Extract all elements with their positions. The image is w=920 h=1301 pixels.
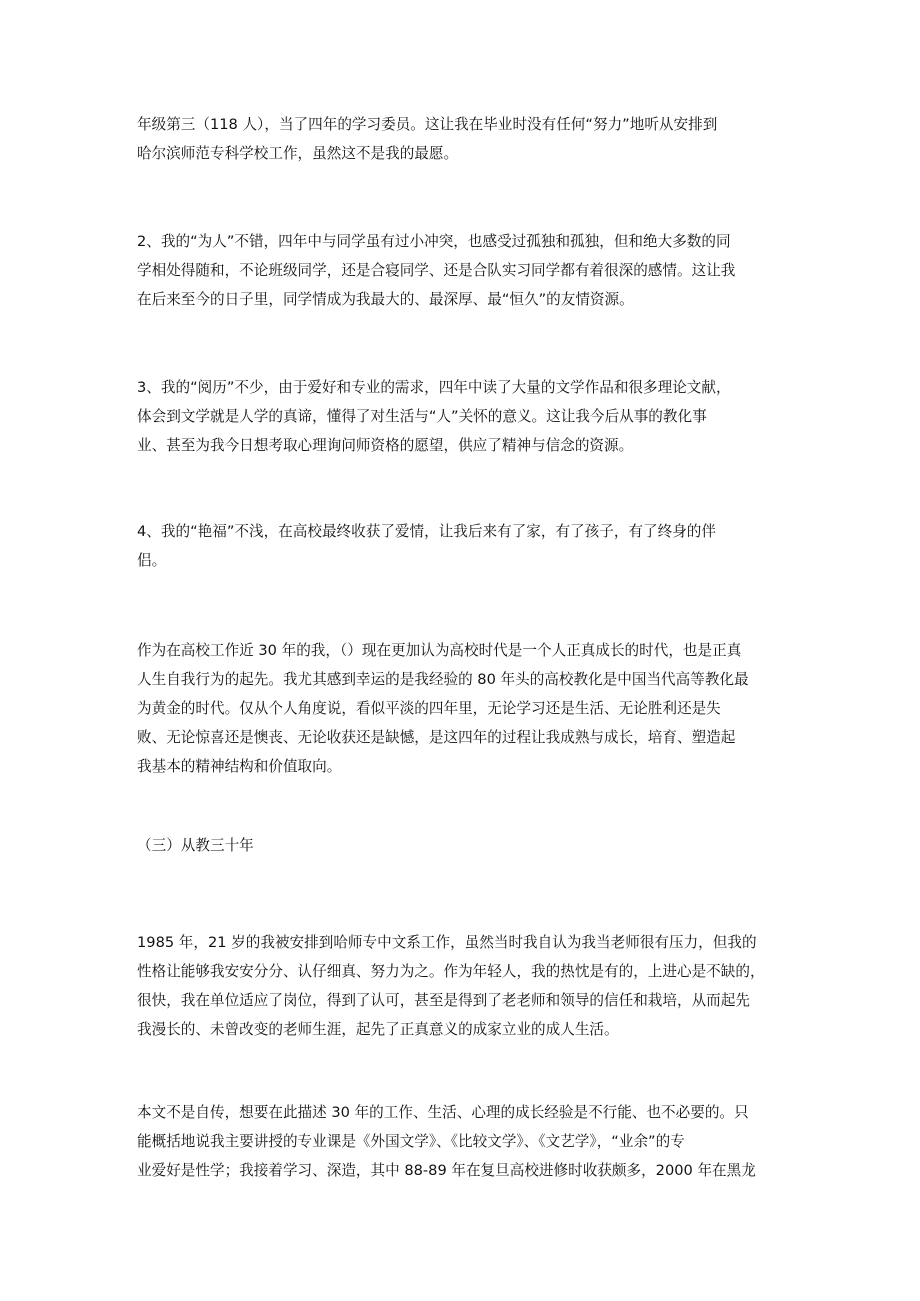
text-line: 1985 年，21 岁的我被安排到哈师专中文系工作，虽然当时我自认为我当老师很有压力，但我的	[137, 934, 757, 951]
paragraph-item-3	[137, 373, 787, 460]
text-line: 侣。	[137, 552, 167, 569]
text-line: 业爱好是性学；我接着学习、深造，其中 88-89 年在复旦高校进修时收获颇多，2000 年在黑龙	[137, 1162, 756, 1179]
text-line: 在后来至今的日子里，同学情成为我最大的、最深厚、最“恒久”的友情资源。	[137, 291, 634, 308]
text-line: 年级第三（118 人），当了四年的学习委员。这让我在毕业时没有任何“努力”地听从安排到	[137, 116, 718, 133]
text-line: 败、无论惊喜还是懊丧、无论收获还是缺憾，是这四年的过程让我成熟与成长，培育、塑造起	[137, 729, 736, 746]
text-line: 作为在高校工作近 30 年的我，（）现在更加认为高校时代是一个人正真成长的时代，也是正真	[137, 642, 742, 659]
text-line: 我基本的精神结构和价值取向。	[137, 758, 342, 775]
text-line: 学相处得随和，不论班级同学，还是合寝同学、还是合队实习同学都有着很深的感情。这让我	[137, 262, 736, 279]
text-line: （三）从教三十年	[137, 837, 254, 854]
text-line: 为黄金的时代。仅从个人角度说，看似平淡的四年里，无论学习还是生活、无论胜利还是失	[137, 700, 721, 717]
text-line: 业、甚至为我今日想考取心理询问师资格的愿望，供应了精神与信念的资源。	[137, 437, 634, 454]
text-line: 3、我的“阅历”不少，由于爱好和专业的需求，四年中读了大量的文学作品和很多理论文献，	[137, 379, 731, 396]
text-line: 哈尔滨师范专科学校工作，虽然这不是我的最愿。	[137, 145, 459, 162]
text-line: 性格让能够我安安分分、认仔细真、努力为之。作为年轻人，我的热忱是有的，上进心是不缺的，	[137, 963, 765, 980]
text-line: 人生自我行为的起先。我尤其感到幸运的是我经验的 80 年头的高校教化是中国当代高等教化最	[137, 671, 749, 688]
paragraph-study-committee	[137, 110, 787, 168]
text-line: 很快，我在单位适应了岗位，得到了认可，甚至是得到了老老师和领导的信任和栽培，从而起先	[137, 992, 750, 1009]
paragraph-item-4	[137, 517, 787, 575]
text-line: 能概括地说我主要讲授的专业课是《外国文学》、《比较文学》、《文艺学》，“业余”的专	[137, 1133, 685, 1150]
paragraph-item-2	[137, 227, 787, 314]
paragraph-reflection	[137, 636, 787, 781]
paragraph-1985	[137, 928, 787, 1044]
section-heading	[137, 831, 787, 860]
text-line: 2、我的“为人”不错，四年中与同学虽有过小冲突，也感受过孤独和孤独，但和绝大多数的同	[137, 233, 731, 250]
text-line: 本文不是自传，想要在此描述 30 年的工作、生活、心理的成长经验是不行能、也不必要的。只	[137, 1104, 749, 1121]
paragraph-summary	[137, 1098, 787, 1185]
text-line: 我漫长的、未曾改变的老师生涯，起先了正真意义的成家立业的成人生活。	[137, 1021, 619, 1038]
text-line: 4、我的“艳福”不浅，在高校最终收获了爱情，让我后来有了家，有了孩子，有了终身的伴	[137, 523, 716, 540]
text-line: 体会到文学就是人学的真谛，懂得了对生活与“人”关怀的意义。这让我今后从事的教化事	[137, 408, 707, 425]
